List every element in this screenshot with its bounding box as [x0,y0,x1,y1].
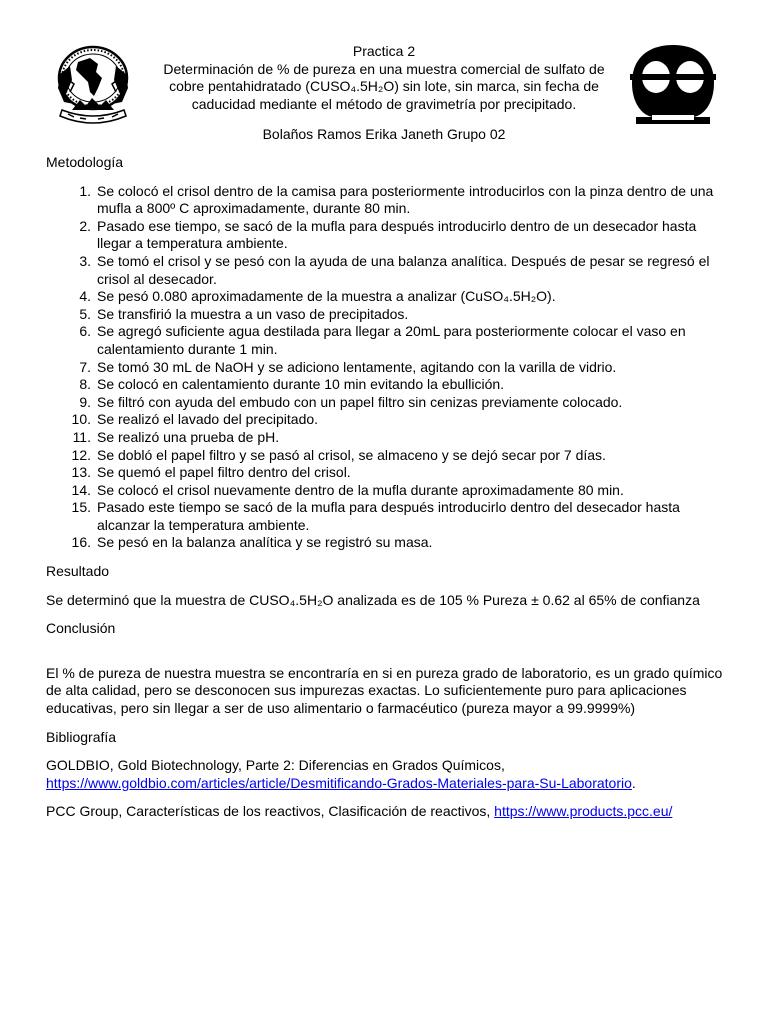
reference-2-link[interactable]: https://www.products.pcc.eu/ [494,803,673,820]
reference-1-end: . [631,774,636,791]
list-item: Se pesó 0.080 aproximadamente de la muestra a analizar (CuSO₄.5H₂O). [97,288,556,305]
list-item: Se realizó una prueba de pH. [97,428,280,445]
list-item: Se filtró con ayuda del embudo con un papel filtro sin cenizas previamente colocado. [97,393,623,410]
result-heading: Resultado [46,563,110,580]
document-header [0,0,768,150]
list-item: Se dobló el papel filtro y se pasó al crisol, se almaceno y se dejó secar por 7 días. [97,446,606,463]
subtitle-line-1: Determinación de % de pureza en una muestra comercial de sulfato de [163,60,605,77]
list-item: Se pesó en la balanza analítica y se registró su masa. [97,534,433,551]
author-line: Bolaños Ramos Erika Janeth Grupo 02 [262,126,506,143]
list-item: Se realizó el lavado del precipitado. [97,411,319,428]
list-item: Se transfirió la muestra a un vaso de precipitados. [97,305,409,322]
list-item: Se agregó suficiente agua destilada para llegar a 20mL para posteriormente colocar el vaso en calentamiento durante 1 min. [97,323,686,357]
list-item: Se colocó el crisol dentro de la camisa para posteriormente introducirlos con la pinza dentro de una mufla a 800º C aproximadamente, durante 80 min. [97,182,714,217]
methodology-heading: Metodología [46,154,124,170]
document-body [46,154,726,832]
conclusion-heading: Conclusión [46,620,116,637]
reference-1-link[interactable]: https://www.goldbio.com/articles/article/Desmitificando-Grados-Materiales-para-Su-Laboratorio [46,774,632,791]
reference-2-text: PCC Group, Características de los reactivos, Clasificación de reactivos, [46,803,495,820]
fes-owl-logo-icon [630,43,716,129]
list-item: Pasado ese tiempo, se sacó de la mufla para después introducirlo dentro de un desecador hasta llegar a temperatura ambiente. [97,217,697,252]
reference-1 [46,757,726,792]
list-item: Se colocó el crisol nuevamente dentro de la mufla durante aproximadamente 80 min. [97,481,624,498]
list-item: Se colocó en calentamiento durante 10 min evitando la ebullición. [97,376,505,393]
subtitle-line-2: cobre pentahidratado (CUSO₄.5H₂O) sin lote, sin marca, sin fecha de [169,78,599,95]
methodology-steps [46,183,726,552]
list-item: Se tomó el crisol y se pesó con la ayuda de una balanza analítica. Después de pesar se regresó el crisol al desecador. [97,252,710,287]
conclusion-text: El % de pureza de nuestra muestra se encontraría en si en pureza grado de laboratorio, es un grado químico de alta calidad, pero se desconocen sus impurezas exactas. Lo suficientemente puro para aplicaciones educativas, pero sin llegar a ser de uso alimentario o farmacéutico (pureza mayor a 99.9999%) [46,664,723,717]
reference-1-text: GOLDBIO, Gold Biotechnology, Parte 2: Diferencias en Grados Químicos, [46,757,505,774]
reference-2 [46,803,726,821]
subtitle-line-3: caducidad mediante el método de gravimetría por precipitado. [191,95,577,112]
bibliography-heading: Bibliografía [46,728,117,745]
result-text: Se determinó que la muestra de CUSO₄.5H₂O analizada es de 105 % Pureza ± 0.62 al 65% de confianza [46,591,700,608]
unam-seal-icon [52,44,134,130]
list-item: Se quemó el papel filtro dentro del crisol. [97,464,351,481]
title-block [150,43,618,144]
list-item: Pasado este tiempo se sacó de la mufla para después introducirlo dentro del desecador hasta alcanzar la temperatura ambiente. [97,499,680,533]
practice-title: Practica 2 [352,43,416,59]
list-item: Se tomó 30 mL de NaOH y se adiciono lentamente, agitando con la varilla de vidrio. [97,358,617,375]
